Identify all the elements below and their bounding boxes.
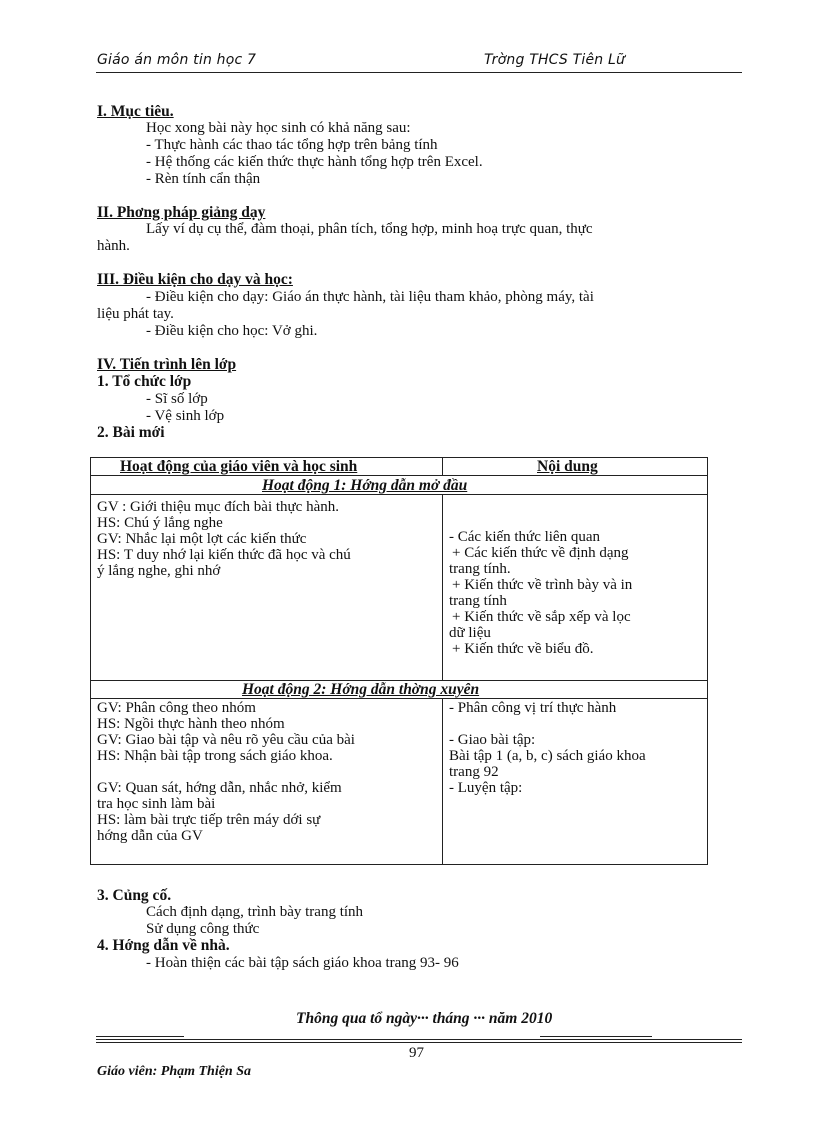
footer-rule-left: [96, 1036, 184, 1037]
activity-2-right-line: - Luyện tập:: [449, 780, 523, 796]
activity-1-right-line: - Các kiến thức liên quan: [449, 529, 600, 545]
activity-2-left-line: GV: Quan sát, hớng dẫn, nhắc nhở, kiểm: [97, 780, 342, 796]
section-4-sub2: 2. Bài mới: [97, 424, 165, 441]
activity-1-left: [97, 499, 435, 579]
table-col-divider: [442, 698, 443, 865]
section-4-sub1: 1. Tổ chức lớp: [97, 373, 192, 390]
activity-1-right: [449, 529, 699, 657]
activity-2-left-line: GV: Giao bài tập và nêu rõ yêu cầu của bài: [97, 732, 355, 748]
activity-1-right-line: + Các kiến thức về định dạng: [452, 545, 629, 561]
table-header-content: Nội dung: [537, 458, 598, 475]
activity-1-left-line: GV: Nhắc lại một lợt các kiến thức: [97, 531, 307, 547]
section-1-line: - Thực hành các thao tác tổng hợp trên bảng tính: [146, 137, 438, 153]
section-3-text-a: - Điều kiện cho dạy: Giáo án thực hành, tài liệu tham khảo, phòng máy, tài: [146, 289, 594, 305]
section-2-text-b: hành.: [97, 238, 130, 254]
activity-2-right-line: - Giao bài tập:: [449, 732, 536, 748]
table-col-divider: [442, 457, 443, 475]
section-3-text-c: - Điều kiện cho học: Vở ghi.: [146, 323, 318, 339]
activity-1-left-line: HS: Chú ý lắng nghe: [97, 515, 223, 531]
header-left: Giáo án môn tin học 7: [97, 52, 257, 68]
activity-1-title: Hoạt động 1: Hớng dẫn mở đầu: [262, 477, 468, 494]
header-divider: [96, 72, 742, 73]
activity-1-right-line: trang tính: [449, 593, 507, 609]
activity-2-left-line: HS: Nhận bài tập trong sách giáo khoa.: [97, 748, 333, 764]
section-1-title: I. Mục tiêu.: [97, 103, 174, 120]
section-3-text: [97, 289, 739, 305]
section-1-line: - Hệ thống các kiến thức thực hành tổng hợp trên Excel.: [146, 154, 483, 170]
section-1-line: - Rèn tính cẩn thận: [146, 171, 261, 187]
activity-1-right-line: dữ liệu: [449, 625, 491, 641]
section-2-text: [97, 221, 739, 237]
activity-1-right-line: + Kiến thức về biểu đồ.: [452, 641, 594, 657]
activity-1-left-text: HS: T duy nhớ lại kiến thức đã học và chú: [97, 547, 351, 563]
activity-2-right-line: Bài tập 1 (a, b, c) sách giáo khoa: [449, 748, 646, 764]
activity-1-right-line: + Kiến thức về trình bày và in: [452, 577, 633, 593]
activity-2-right: [449, 700, 699, 796]
page-number: 97: [409, 1045, 424, 1061]
section-2-title: II. Phơng pháp giảng dạy: [97, 204, 266, 221]
section-3-text-b: liệu phát tay.: [97, 306, 174, 322]
header-right: Trờng THCS Tiên Lữ: [484, 52, 626, 68]
activity-2-title: Hoạt động 2: Hớng dẫn thờng xuyên: [242, 681, 480, 698]
section-5-item: Sử dụng công thức: [146, 921, 260, 937]
section-4-sub1-item: - Sĩ số lớp: [146, 391, 208, 407]
section-5-title: 3. Củng cố.: [97, 887, 172, 904]
activity-1-right-line: trang tính.: [449, 561, 511, 577]
section-3-title: III. Điều kiện cho dạy và học:: [97, 271, 293, 288]
activity-2-left-line: hớng dẫn của GV: [97, 828, 203, 844]
activity-2-right-line: trang 92: [449, 764, 499, 780]
section-4-title: IV. Tiến trình lên lớp: [97, 356, 237, 373]
activity-2-left-line: tra học sinh làm bài: [97, 796, 216, 812]
footer-rule: [96, 1042, 742, 1043]
approval-line: Thông qua tổ ngày··· tháng ··· năm 2010: [296, 1010, 553, 1027]
table-col-divider: [442, 494, 443, 680]
footer-rule-right: [540, 1036, 652, 1037]
activity-2-left-line: HS: Ngồi thực hành theo nhóm: [97, 716, 285, 732]
section-2-text-a: Lấy ví dụ cụ thể, đàm thoại, phân tích, tổng hợp, minh hoạ trực quan, thực: [146, 221, 593, 237]
activity-2-left: [97, 700, 435, 844]
section-6-item: - Hoàn thiện các bài tập sách giáo khoa trang 93- 96: [146, 955, 459, 971]
activity-2-left-line: [97, 764, 435, 780]
footer-rule: [96, 1039, 742, 1040]
activity-2-left-line: GV: Phân công theo nhóm: [97, 700, 256, 716]
section-4-sub1-item: - Vệ sinh lớp: [146, 408, 225, 424]
section-5-item: Cách định dạng, trình bày trang tính: [146, 904, 364, 920]
activity-1-left-line: ý lắng nghe, ghi nhớ: [97, 563, 221, 579]
table-header-activity: Hoạt động của giáo viên và học sinh: [120, 458, 358, 475]
activity-1-right-line: + Kiến thức về sắp xếp và lọc: [452, 609, 631, 625]
activity-2-right-line: - Phân công vị trí thực hành: [449, 700, 617, 716]
section-6-title: 4. Hớng dẫn về nhà.: [97, 937, 230, 954]
activity-1-left-line: GV : Giới thiệu mục đích bài thực hành.: [97, 499, 339, 515]
activity-1-left-line: [97, 547, 435, 563]
activity-2-right-line: [449, 716, 699, 732]
section-1-line: Học xong bài này học sinh có khả năng sau:: [146, 120, 411, 136]
teacher-name: Giáo viên: Phạm Thiện Sa: [97, 1064, 252, 1079]
activity-2-left-line: HS: làm bài trực tiếp trên máy dới sự: [97, 812, 321, 828]
